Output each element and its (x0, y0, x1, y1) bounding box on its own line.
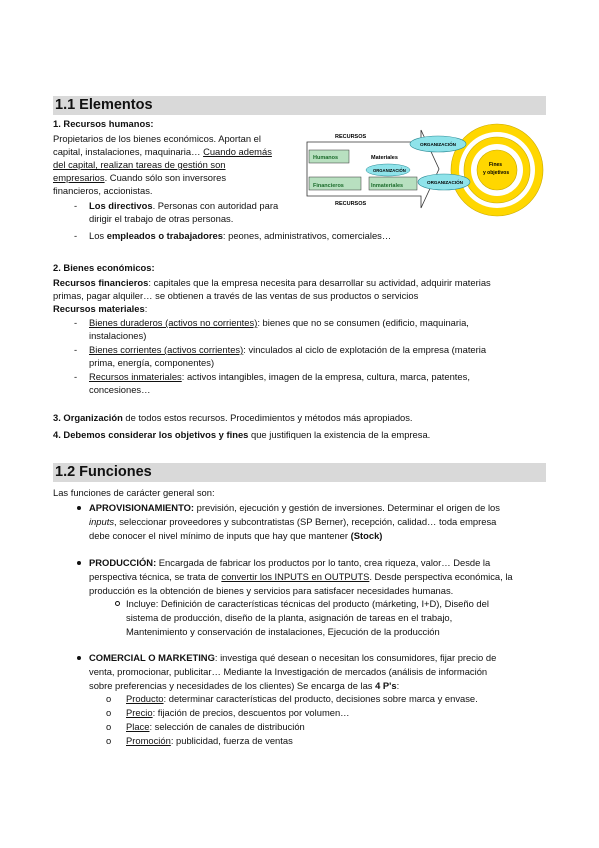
label-financieros: Financieros (313, 183, 344, 189)
sub-bullet-circle: o (106, 693, 112, 704)
section-title: 1.1 Elementos (55, 97, 153, 113)
paragraph-line: empresarios. Cuando sólo son inversores (53, 172, 227, 183)
sub-bullet-circle: o (106, 735, 112, 746)
paragraph-line: del capital, realizan tareas de gestión son (53, 159, 226, 170)
section-heading-elementos (53, 96, 546, 115)
list-item-continuation: dirigir el trabajo de otras personas. (89, 213, 234, 224)
label-humanos: Humanos (313, 155, 339, 161)
paragraph-recursos-materiales: Recursos materiales: (53, 303, 148, 314)
list-item-bienes-duraderos: Bienes duraderos (activos no corrientes): bienes que no se consumen (edificio, maquinaria, (89, 317, 469, 328)
list-item-continuation: sobre preferencias y necesidades de los clientes) Se encarga de las 4 P's: (89, 680, 400, 691)
label-organizacion-center: ORGANIZACIÓN (373, 168, 406, 173)
bullet-dot (77, 656, 81, 660)
list-item-empleados: Los empleados o trabajadores: peones, administrativos, comerciales… (89, 230, 392, 241)
resources-diagram (301, 122, 547, 218)
sub-bullet-circle: o (106, 707, 112, 718)
list-item-continuation: debe conocer el nivel mínimo de inputs que hay que mantener (Stock) (89, 530, 383, 541)
label-objetivos: y objetivos (483, 170, 510, 176)
list-item-bienes-corrientes: Bienes corrientes (activos corrientes): vinculados al ciclo de explotación de la empresa (materia (89, 344, 487, 355)
list-item-continuation: concesiones… (89, 384, 151, 395)
sub-list-item-continuation: Mantenimiento y conservación de instalaciones, Ejecución de la producción (126, 626, 440, 637)
label-organizacion-bottom: ORGANIZACIÓN (427, 180, 463, 185)
label-inmateriales: Inmateriales (371, 183, 404, 189)
list-item-comercial-marketing: COMERCIAL O MARKETING: investiga qué desean o necesitan los consumidores, fijar precio de (89, 652, 497, 663)
dash-bullet: - (74, 371, 78, 382)
list-item-directivos: Los directivos. Personas con autoridad para (89, 200, 279, 211)
dash-bullet: - (74, 344, 78, 355)
dash-bullet: - (74, 317, 78, 328)
paragraph-line: financieros, accionistas. (53, 185, 153, 196)
paragraph-line: primas, pagar alquiler… se obtienen a través de las ventas de sus productos o servicios (53, 290, 419, 301)
sub-list-item-incluye: Incluye: Definición de características técnicas del producto (márketing, I+D), Diseño del (126, 598, 489, 609)
sub-list-item-place: Place: selección de canales de distribución (126, 721, 305, 732)
label-recursos-bottom: RECURSOS (335, 201, 367, 207)
list-item-continuation: perspectiva técnica, se trata de convertir los INPUTS en OUTPUTS. Desde perspectiva económica, la (89, 571, 513, 582)
section-title: 1.2 Funciones (55, 464, 152, 480)
list-item-continuation: inputs, seleccionar proveedores y subcontratistas (SP Berner), recepción, calidad… toda empresa (89, 516, 497, 527)
list-item-continuation: venta, promocionar, publicitar… Mediante la Investigación de mercados (análisis de información (89, 666, 488, 677)
sub-list-item-promocion: Promoción: publicidad, fuerza de ventas (126, 735, 293, 746)
paragraph-line: capital, instalaciones, maquinaria… Cuando además (53, 146, 272, 157)
list-item-recursos-inmateriales: Recursos inmateriales: activos intangibles, imagen de la empresa, cultura, marca, patentes, (89, 371, 470, 382)
dash-bullet: - (74, 230, 78, 241)
paragraph-recursos-financieros: Recursos financieros: capitales que la empresa necesita para desarrollar su actividad, adquirir materias (53, 277, 491, 288)
bullet-dot (77, 561, 81, 565)
point-organizacion: 3. Organización de todos estos recursos. Procedimientos y métodos más apropiados. (53, 412, 413, 423)
label-materiales: Materiales (371, 155, 398, 161)
paragraph-line: Propietarios de los bienes económicos. Aportan el (53, 133, 261, 144)
point-objetivos-fines: 4. Debemos considerar los objetivos y fines que justifiquen la existencia de la empresa. (53, 429, 431, 440)
list-item-produccion: PRODUCCIÓN: Encargada de fabricar los productos por lo tanto, crea riqueza, valor… Desde la (89, 557, 491, 568)
subheading-bienes-economicos: 2. Bienes económicos: (53, 262, 155, 273)
dash-bullet: - (74, 200, 78, 211)
paragraph-intro: Las funciones de carácter general son: (53, 487, 215, 498)
list-item-continuation: producción es la obtención de bienes y servicios para satisfacer necesidades humanas. (89, 585, 454, 596)
list-item-continuation: prima, energía, componentes) (89, 357, 215, 368)
sub-list-item-precio: Precio: fijación de precios, descuentos por volumen… (126, 707, 350, 718)
sub-list-item-continuation: sistema de producción, diseño de la planta, asignación de tareas en el trabajo, (126, 612, 453, 623)
sub-list-item-producto: Producto: determinar características del producto, decisiones sobre marca y envase. (126, 693, 478, 704)
label-organizacion-top: ORGANIZACIÓN (420, 142, 456, 147)
list-item-aprovisionamiento: APROVISIONAMIENTO: previsión, ejecución y gestión de inversiones. Determinar el origen de los (89, 502, 500, 513)
list-item-continuation: instalaciones) (89, 330, 147, 341)
label-recursos-top: RECURSOS (335, 134, 367, 140)
sub-bullet-circle (115, 601, 120, 606)
section-heading-funciones (53, 463, 546, 482)
subheading-recursos-humanos: 1. Recursos humanos: (53, 118, 154, 129)
label-fines: Fines (489, 162, 503, 168)
bullet-dot (77, 506, 81, 510)
sub-bullet-circle: o (106, 721, 112, 732)
